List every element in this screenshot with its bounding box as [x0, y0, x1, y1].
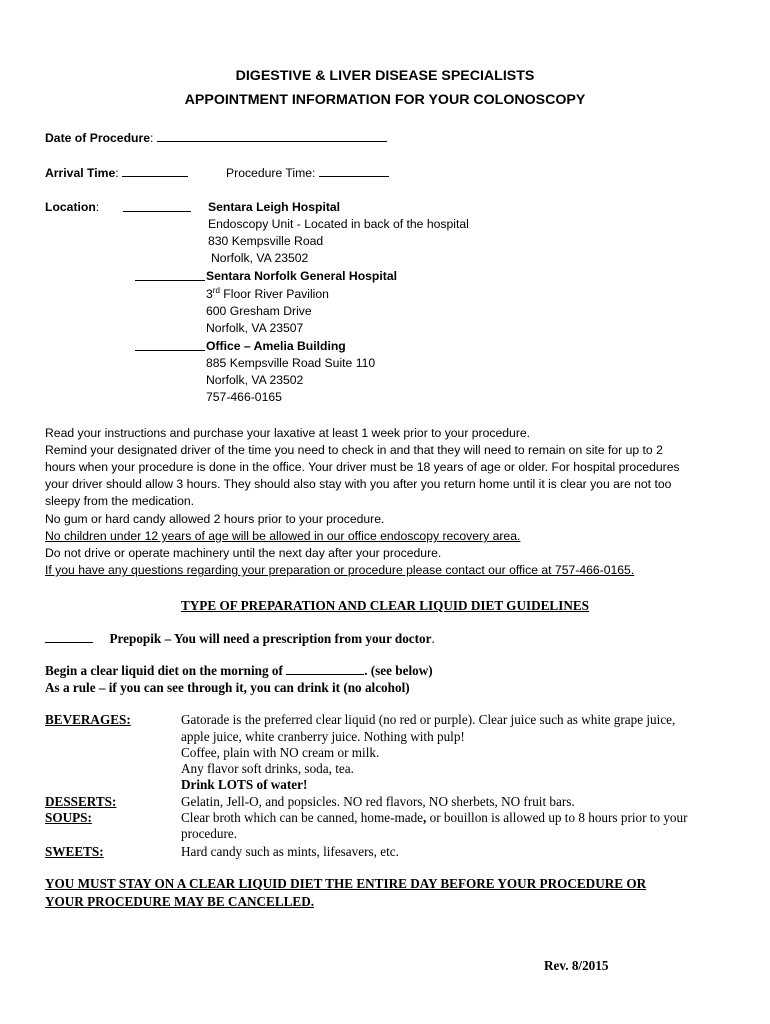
document-title: DIGESTIVE & LIVER DISEASE SPECIALISTS [235, 68, 535, 84]
prepopik-option: Prepopik – You will need a prescription from your doctor. [45, 631, 435, 647]
instruction-line: hours when your procedure is done in the office. Your driver must be 18 years of age or older. For hospital procedures [45, 460, 680, 474]
instruction-line: sleepy from the medication. [45, 494, 195, 508]
date-of-procedure-blank[interactable] [157, 130, 387, 142]
arrival-time-blank[interactable] [122, 165, 188, 177]
procedure-time-field [226, 165, 389, 180]
location-norfolk-general-line: Norfolk, VA 23507 [206, 321, 304, 335]
location-office-phone: 757-466-0165 [206, 390, 282, 404]
warning-line: YOU MUST STAY ON A CLEAR LIQUID DIET THE ENTIRE DAY BEFORE YOUR PROCEDURE OR [45, 876, 647, 891]
instruction-line: No children under 12 years of age will be allowed in our office endoscopy recovery area. [45, 529, 521, 543]
prep-heading: TYPE OF PREPARATION AND CLEAR LIQUID DIET GUIDELINES [180, 598, 590, 613]
arrival-time-field: Arrival Time: [45, 165, 188, 180]
sweets-text: Hard candy such as mints, lifesavers, etc. [181, 844, 399, 859]
desserts-text: Gelatin, Jell-O, and popsicles. NO red flavors, NO sherbets, NO fruit bars. [181, 794, 575, 809]
location-office-line: Norfolk, VA 23502 [206, 373, 304, 387]
beverages-text: Gatorade is the preferred clear liquid (no red or purple). Clear juice such as white grape juice, [181, 712, 676, 727]
arrival-time-label: Arrival Time [45, 166, 116, 180]
soups-text: Clear broth which can be canned, home-made, or bouillon is allowed up to 8 hours prior to your [181, 810, 688, 825]
location-leigh-name: Sentara Leigh Hospital [208, 200, 341, 214]
instruction-line: your driver should allow 3 hours. They should also stay with you after you return home until it is clear you are not too [45, 477, 672, 491]
contact-instruction: If you have any questions regarding your preparation or procedure please contact our office at 757-466-0165. [45, 563, 635, 577]
beverages-text: Coffee, plain with NO cream or milk. [181, 745, 380, 760]
begin-diet-date-blank[interactable] [286, 663, 364, 675]
begin-diet-text: Begin a clear liquid diet on the morning of [45, 663, 283, 678]
procedure-time-blank[interactable] [319, 165, 389, 177]
sweets-label: SWEETS: [45, 844, 104, 859]
beverages-emphasis: Drink LOTS of water! [181, 777, 308, 792]
location-norfolk-general-floor: 3rd Floor River Pavilion [206, 286, 329, 302]
beverages-text: apple juice, white cranberry juice. Nothing with pulp! [181, 729, 465, 744]
location-norfolk-general-blank[interactable] [135, 269, 205, 281]
prepopik-label: Prepopik – You will need a prescription from your doctor [109, 631, 432, 646]
location-label: Location [45, 200, 96, 214]
location-norfolk-general-name: Sentara Norfolk General Hospital [206, 269, 397, 283]
location-field: Location: [45, 200, 100, 214]
document-subtitle: APPOINTMENT INFORMATION FOR YOUR COLONOSCOPY [184, 92, 586, 108]
location-leigh-line: Norfolk, VA 23502 [211, 251, 309, 265]
instruction-line: Do not drive or operate machinery until the next day after your procedure. [45, 546, 442, 560]
desserts-label: DESSERTS: [45, 794, 117, 809]
beverages-label: BEVERAGES: [45, 712, 131, 727]
location-norfolk-general-line: 600 Gresham Drive [206, 304, 312, 318]
location-office-name: Office – Amelia Building [206, 339, 346, 353]
soups-text: procedure. [181, 826, 238, 841]
beverages-text: Any flavor soft drinks, soda, tea. [181, 761, 354, 776]
date-of-procedure-field: Date of Procedure: [45, 130, 387, 145]
begin-diet-line [45, 663, 433, 679]
instruction-line: Read your instructions and purchase your laxative at least 1 week prior to your procedure. [45, 426, 531, 440]
prepopik-blank[interactable] [45, 631, 93, 643]
location-leigh-line: Endoscopy Unit - Located in back of the hospital [208, 217, 469, 231]
location-office-line: 885 Kempsville Road Suite 110 [206, 356, 376, 370]
location-office-blank[interactable] [135, 339, 205, 351]
warning-line: YOUR PROCEDURE MAY BE CANCELLED. [45, 894, 315, 909]
date-of-procedure-label: Date of Procedure [45, 131, 150, 145]
location-leigh-line: 830 Kempsville Road [208, 234, 324, 248]
procedure-time-label: Procedure Time: [226, 166, 316, 180]
begin-diet-tail: . (see below) [364, 663, 433, 678]
revision-label: Rev. 8/2015 [544, 958, 609, 973]
instruction-line: No gum or hard candy allowed 2 hours prior to your procedure. [45, 512, 385, 526]
diet-rule: As a rule – if you can see through it, you can drink it (no alcohol) [45, 680, 410, 695]
location-leigh-blank[interactable] [123, 200, 191, 212]
soups-label: SOUPS: [45, 810, 92, 825]
instruction-line: Remind your designated driver of the time you need to check in and that they will need to remain on site for up to 2 [45, 443, 663, 457]
